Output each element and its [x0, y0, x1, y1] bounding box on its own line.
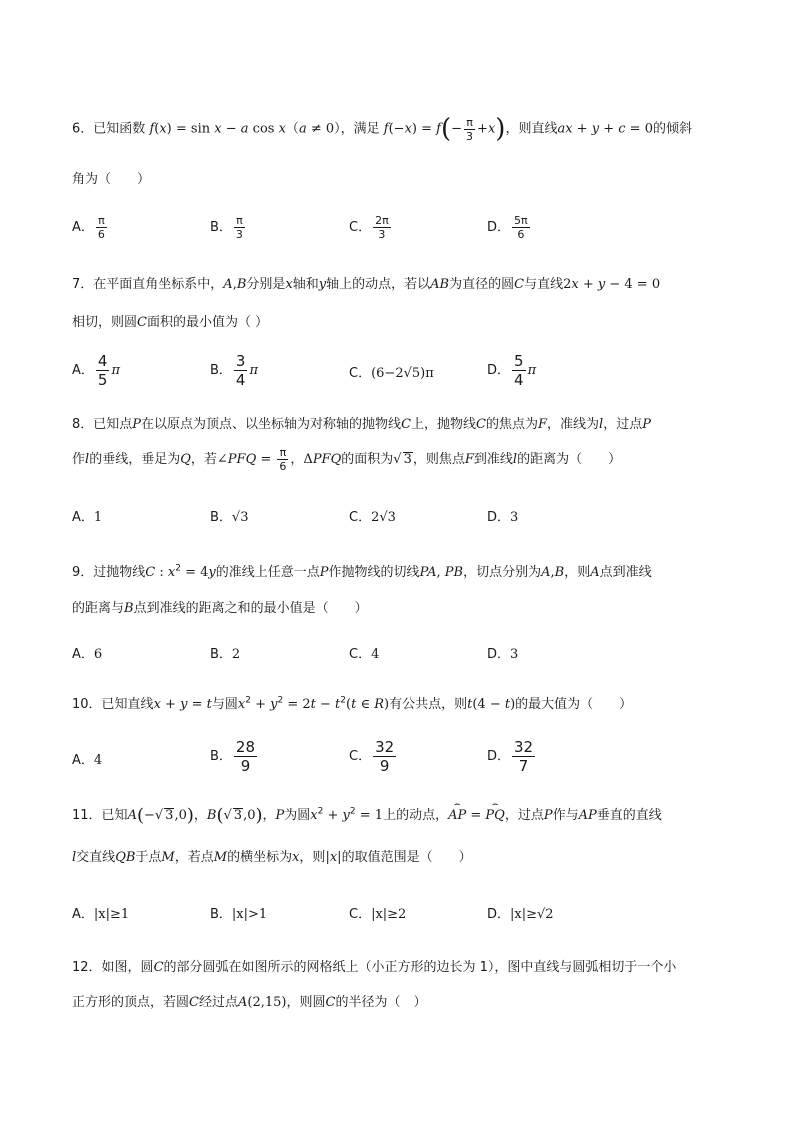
question-10: 10．已知直线x + y = t与圆$x^2 + y^2 = 2t - t^2(t$ ∈ R)有公共点，则t(4 − t)的最大值为（ ） — [72, 695, 633, 712]
option-d[interactable]: D．|x|≥√2 — [487, 907, 554, 922]
question-7-line2: 相切，则圆C面积的最小值为（ ） — [72, 315, 269, 330]
option-d[interactable]: D． $\frac{5}{4}$ π — [487, 352, 537, 389]
question-11: 11．已知A(−√ 3,0)，B(√ 3,0)，P为圆$x^2 + y^2 = 1$上的动点，⌢ AP = ⌢ PQ，过点P作与AP垂直的直线 — [72, 804, 722, 826]
question-6-line2: 角为（ ） — [72, 172, 151, 187]
option-d[interactable]: D．3 — [487, 510, 519, 525]
option-b[interactable]: B． $\frac{\pi}{3}$ — [210, 214, 243, 241]
option-c[interactable]: C． $\frac{32}{9}$ — [349, 738, 395, 775]
option-a[interactable]: A．6 — [72, 647, 103, 662]
option-d[interactable]: D． $\frac{32}{7}$ — [487, 738, 534, 775]
option-c[interactable]: C．4 — [349, 647, 380, 662]
option-c[interactable]: C．2√3 — [349, 510, 396, 525]
option-b[interactable]: B．√3 — [210, 510, 249, 525]
option-b[interactable]: B． $\frac{28}{9}$ — [210, 738, 256, 775]
option-a[interactable]: A．|x|≥1 — [72, 907, 130, 922]
question-8-line2: 作l的垂线，垂足为Q，若∠PFQ = $\frac{\pi}{6}$ ，ΔPFQ的面积为√ 3，则焦点F到准线l的距离为（ ） — [72, 446, 622, 473]
question-9-line2: 的距离与B点到准线的距离之和的最小值是（ ） — [72, 601, 368, 616]
option-c[interactable]: C．|x|≥2 — [349, 907, 407, 922]
formula: f — [149, 121, 155, 137]
question-8: 8．已知点P在以原点为顶点、以坐标轴为对称轴的抛物线C上，抛物线C的焦点为F，准线为l，过点P — [72, 417, 651, 432]
option-b[interactable]: B．|x|>1 — [210, 907, 268, 922]
option-c[interactable]: C． $\frac{2\pi}{3}$ — [349, 214, 389, 241]
question-11-line2: l交直线QB于点M，若点M的横坐标为x，则|x|的取值范围是（ ） — [72, 850, 472, 865]
question-9: 9．过抛物线C : $x^2 = 4y$的准线上任意一点P作抛物线的切线PA, PB，切点分别为A,B，则A点到准线 — [72, 563, 652, 580]
question-12-line2: 正方形的顶点，若圆C经过点A(2,15)，则圆C的半径为（ ） — [72, 995, 427, 1010]
option-c[interactable]: C．(6−2√5)π — [349, 366, 434, 381]
option-d[interactable]: D．3 — [487, 647, 519, 662]
option-a[interactable]: A． $\frac{4}{5}$ π — [72, 352, 120, 389]
option-b[interactable]: B． $\frac{3}{4}$ π — [210, 352, 259, 389]
question-12: 12．如图，圆C的部分圆弧在如图所示的网格纸上（小正方形的边长为 1），图中直线与圆弧相切于一个小 — [72, 960, 677, 975]
question-7: 7．在平面直角坐标系中，A,B分别是x轴和y轴上的动点，若以AB为直径的圆C与直线2x + y − 4 = 0 — [72, 277, 661, 292]
option-b[interactable]: B．2 — [210, 647, 241, 662]
option-a[interactable]: A． $\frac{\pi}{6}$ — [72, 214, 105, 241]
question-6: 6．已知函数 f(x) = sin x − a cos x（a ≠ 0），满足 f(−x) = f(− $\frac{\pi}{3}$ +x)，则直线ax + y + c = 0的倾斜 — [72, 114, 692, 144]
option-a[interactable]: A．4 — [72, 753, 103, 768]
option-a[interactable]: A．1 — [72, 510, 103, 525]
option-d[interactable]: D． $\frac{5\pi}{6}$ — [487, 214, 528, 241]
